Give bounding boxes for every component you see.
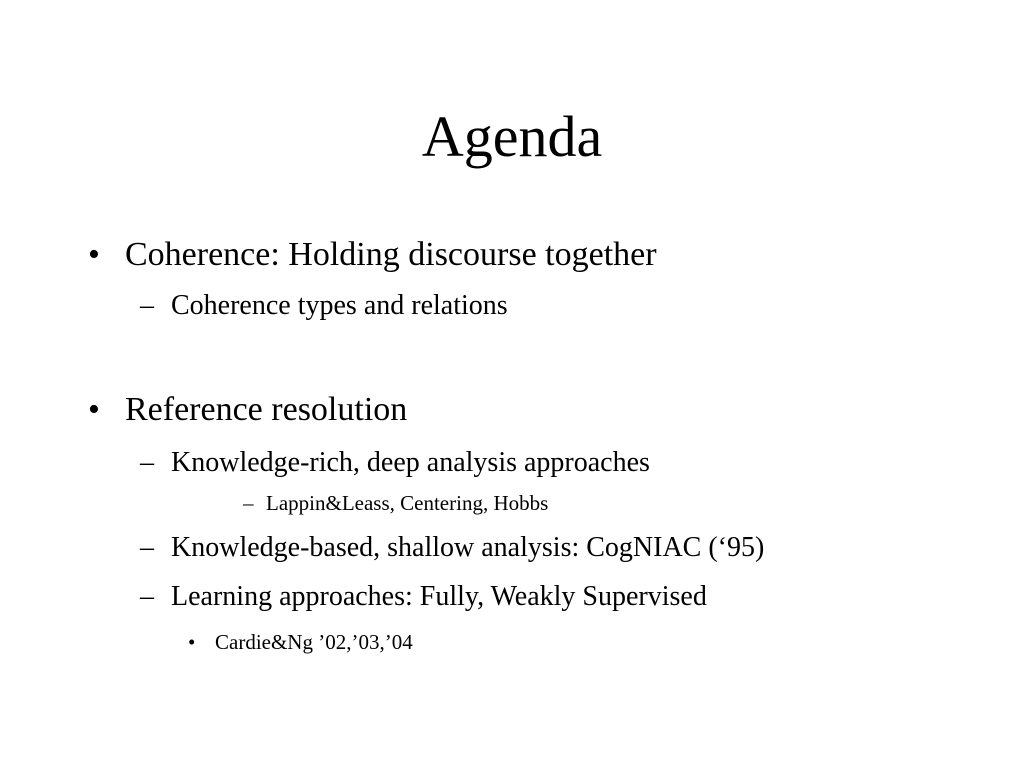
bullet-text: Reference resolution: [125, 391, 408, 428]
bullet-marker: •: [88, 391, 100, 428]
dash-marker: –: [140, 581, 154, 612]
slide-title: Agenda: [421, 104, 603, 169]
dash-marker: –: [140, 290, 154, 321]
dash-marker: –: [140, 532, 154, 563]
subitem-text: Knowledge-based, shallow analysis: CogNIAC (‘95): [171, 532, 765, 563]
bullet-marker: •: [188, 630, 196, 654]
bullet-text: Coherence: Holding discourse together: [125, 236, 657, 273]
dash-marker: –: [243, 491, 254, 515]
subitem-text: Knowledge-rich, deep analysis approaches: [171, 447, 650, 478]
subitem-text: Learning approaches: Fully, Weakly Supervised: [171, 581, 707, 612]
subitem-text: Coherence types and relations: [171, 290, 508, 321]
subsubitem-text: Lappin&Leass, Centering, Hobbs: [266, 491, 549, 515]
bullet-marker: •: [88, 236, 100, 273]
dash-marker: –: [140, 447, 154, 478]
subsubitem-text: Cardie&Ng ’02,’03,’04: [215, 630, 413, 654]
